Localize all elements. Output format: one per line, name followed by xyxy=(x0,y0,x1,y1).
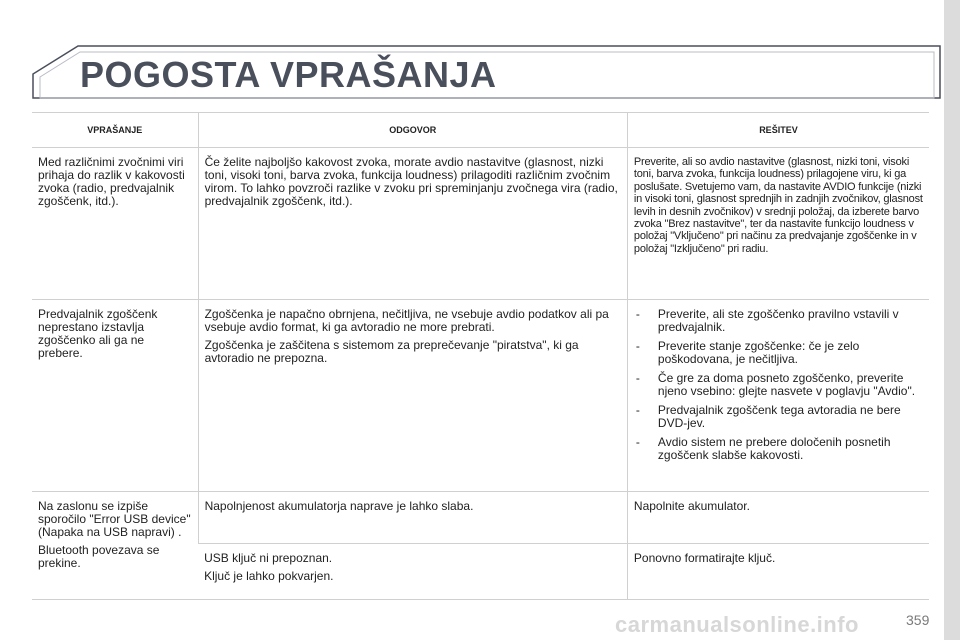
faq-table xyxy=(32,112,929,600)
table-row xyxy=(32,300,929,492)
answer-text: Zgoščenka je zaščitena s sistemom za preprečevanje "piratstva", ki ga avtoradio ne prepozna. xyxy=(204,338,579,365)
solution-cell: Ponovno formatirajte ključ. xyxy=(627,544,929,600)
watermark: carmanualsonline.info xyxy=(615,612,859,637)
table-row xyxy=(32,148,929,300)
solution-cell: Preverite, ali so avdio nastavitve (glasnost, nizki toni, visoki toni, barva zvoka, funkcija loudness) prilagojene viru, ki ga poslušate. Svetujemo vam, da nastavite AVDIO funkcije (nizki in visoki toni, glasnost sprednjih in zadnjih zvočnikov, glasnost levih in desnih zvočnikov) v srednji položaj, da izberete barvo zvoka "Brez nastavitve", ter da nastavite funkcijo loudness v položaj "Vključeno" pri načinu za predvajanje zgoščenke in v položaj "Izključeno" pri radiu. xyxy=(627,148,929,300)
answer-cell: Napolnjenost akumulatorja naprave je lahko slaba. xyxy=(198,492,627,544)
answer-cell xyxy=(198,148,627,300)
answer-cell xyxy=(198,300,627,492)
list-item: - Preverite stanje zgoščenke: če je zelo poškodovana, je nečitljiva. xyxy=(635,339,860,366)
header-solution: REŠITEV xyxy=(627,113,929,148)
answer-text: USB ključ ni prepoznan. xyxy=(204,551,333,565)
question-cell xyxy=(32,492,198,600)
solution-list xyxy=(634,308,923,462)
dash-mark: - xyxy=(635,307,640,321)
list-item: - Predvajalnik zgoščenk tega avtoradia ne bere DVD-jev. xyxy=(635,403,901,430)
table-header-row xyxy=(32,113,929,148)
list-item: - Preverite, ali ste zgoščenko pravilno vstavili v predvajalnik. xyxy=(635,307,899,334)
title-tab xyxy=(0,0,960,108)
header-answer: ODGOVOR xyxy=(198,113,627,148)
page-title: POGOSTA VPRAŠANJA xyxy=(80,54,497,95)
answer-text: Če želite najboljšo kakovost zvoka, morate avdio nastavitve (glasnost, nizki toni, visoki toni, barva zvoka, funkcija loudness) prilagoditi različnim zvočnim virom. To lahko povzroči razlike v zvoku pri spreminjanju zvočnega vira (radio, predvajalnik zgoščenk, itd.). xyxy=(204,155,618,208)
question-text: Na zaslonu se izpiše sporočilo "Error USB device" (Napaka na USB napravi) . xyxy=(38,499,191,539)
list-item: - Avdio sistem ne prebere določenih posnetih zgoščenk slabše kakovosti. xyxy=(635,435,891,462)
answer-cell xyxy=(198,544,627,600)
answer-text: Zgoščenka je napačno obrnjena, nečitljiva, ne vsebuje avdio podatkov ali pa vsebuje avdio format, ki ga avtoradio ne more prebrati. xyxy=(204,307,609,334)
header-question: VPRAŠANJE xyxy=(32,113,198,148)
solution-cell xyxy=(627,300,929,492)
dash-mark: - xyxy=(635,403,640,417)
dash-mark: - xyxy=(635,371,640,385)
answer-text: Ključ je lahko pokvarjen. xyxy=(204,569,334,583)
question-text: Bluetooth povezava se prekine. xyxy=(38,543,160,570)
side-bar xyxy=(944,0,960,640)
table-row xyxy=(32,492,929,544)
dash-mark: - xyxy=(635,339,640,353)
list-item: - Če gre za doma posneto zgoščenko, preverite njeno vsebino: glejte nasvete v poglavju "Avdio". xyxy=(635,371,916,398)
question-cell: Med različnimi zvočnimi viri prihaja do razlik v kakovosti zvoka (radio, predvajalnik zgoščenk, itd.). xyxy=(38,155,185,208)
dash-mark: - xyxy=(635,435,640,449)
page-number: 359 xyxy=(906,612,930,628)
solution-cell: Napolnite akumulator. xyxy=(627,492,929,544)
question-cell: Predvajalnik zgoščenk neprestano izstavlja zgoščenko ali ga ne prebere. xyxy=(32,300,198,492)
